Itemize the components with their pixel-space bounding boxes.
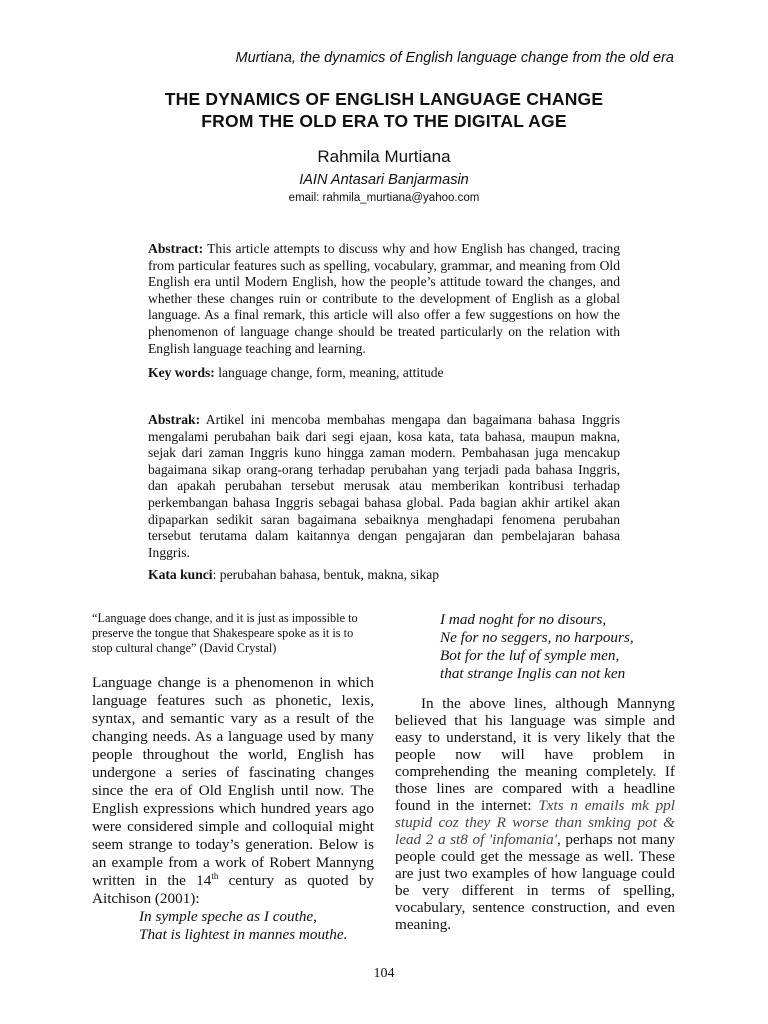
author-email: email: rahmila_murtiana@yahoo.com	[288, 192, 480, 204]
title-line-2: FROM THE OLD ERA TO THE DIGITAL AGE	[201, 111, 567, 131]
intro-paragraph-text: Language change is a phenomenon in which language features such as phonetic, lexis, syntax, and semantic vary as a result of the changing needs. As a language used by many people throughout the world, English has undergone a series of fascinating changes since the era of Old English until now. The English expressions which hundred years ago were considered simple and colloquial might seem strange to today’s generation. Below is an example from a work of Robert Mannyng written in the 14	[92, 674, 374, 889]
verse-line: I mad noght for no disours,	[440, 611, 607, 628]
intro-paragraph	[92, 674, 374, 908]
verse-line: Bot for the luf of symple men,	[440, 647, 620, 664]
abstrak	[148, 412, 620, 561]
abstrak-label: Abstrak:	[148, 412, 201, 427]
keywords-text: language change, form, meaning, attitude	[214, 365, 444, 380]
verse-line: Ne for no seggers, no harpours,	[440, 629, 634, 646]
verse-line: that strange Inglis can not ken	[440, 665, 626, 682]
kata-kunci-text: : perubahan bahasa, bentuk, makna, sikap	[212, 567, 440, 582]
abstrak-text: Artikel ini mencoba membahas mengapa dan bagaimana bahasa Inggris mengalami perubahan baik dari segi ejaan, kosa kata, tata bahasa, maupun makna, sejak dari zaman Inggris kuno hingga zaman modern. Pembahasan juga mencakup bagaimana sikap orang-orang terhadap perubahan yang terjadi pada bahasa Inggris, dan apakah perubahan tersebut merusak atau memberikan kontribusi terhadap perkembangan bahasa Inggris sebagai bahasa global. Pada bagian akhir artikel akan dipaparkan sedikit saran bagaimana sebaiknya menghadapi fenomena perubahan tersebut terutama dalam kaitannya dengan pengajaran dan pembelajaran bahasa Inggris.	[148, 412, 620, 560]
abstract	[148, 241, 620, 357]
verse-line: In symple speche as I couthe,	[139, 908, 317, 925]
author-name: Rahmila Murtiana	[317, 147, 451, 166]
kata-kunci	[148, 567, 620, 584]
verse-left	[139, 908, 347, 944]
epigraph-quote: “Language does change, and it is just as impossible to preserve the tongue that Shakespeare spoke as it is to stop cultural change” (David Crystal)	[92, 611, 358, 655]
page-number: 104	[373, 966, 395, 981]
analysis-text: In the above lines, although Mannyng believed that his language was simple and easy to understand, it is very likely that the people now will have problem in comprehending the meaning completely. If those lines are compared with a headline found in the internet:	[395, 695, 675, 814]
analysis-text-tail: , perhaps not many people could get the message as well. These are just two examples of how language could be very different in terms of spelling, vocabulary, sentence construction, and even meaning.	[395, 831, 675, 933]
title-line-1: THE DYNAMICS OF ENGLISH LANGUAGE CHANGE	[164, 89, 604, 109]
kata-kunci-label: Kata kunci	[148, 567, 213, 582]
intro-paragraph-tail: century as quoted by Aitchison (2001):	[92, 872, 375, 907]
author-affiliation: IAIN Antasari Banjarmasin	[299, 172, 469, 188]
keywords-label: Key words:	[148, 365, 215, 380]
abstract-text: This article attempts to discuss why and how English has changed, tracing from particular features such as spelling, vocabulary, grammar, and meaning from Old English era until Modern English, how the people’s attitude toward the changes, and whether these changes ruin or contribute to the development of English as a global language. As a final remark, this article will also offer a few suggestions on how the phenomenon of language change should be treated particularly on the relation with English language teaching and learning.	[148, 241, 620, 356]
abstract-label: Abstract:	[148, 241, 204, 256]
article-title	[0, 88, 768, 132]
analysis-paragraph	[395, 695, 675, 933]
intro-paragraph-sup: th	[211, 870, 219, 881]
verse-line: That is lightest in mannes mouthe.	[139, 926, 348, 943]
running-head: Murtiana, the dynamics of English language change from the old era	[235, 50, 674, 66]
verse-right	[440, 611, 634, 683]
keywords	[148, 365, 620, 382]
internet-headline: Txts n emails mk ppl stupid coz they R worse than smking pot & lead 2 a st8 of 'infomania'	[395, 797, 675, 848]
